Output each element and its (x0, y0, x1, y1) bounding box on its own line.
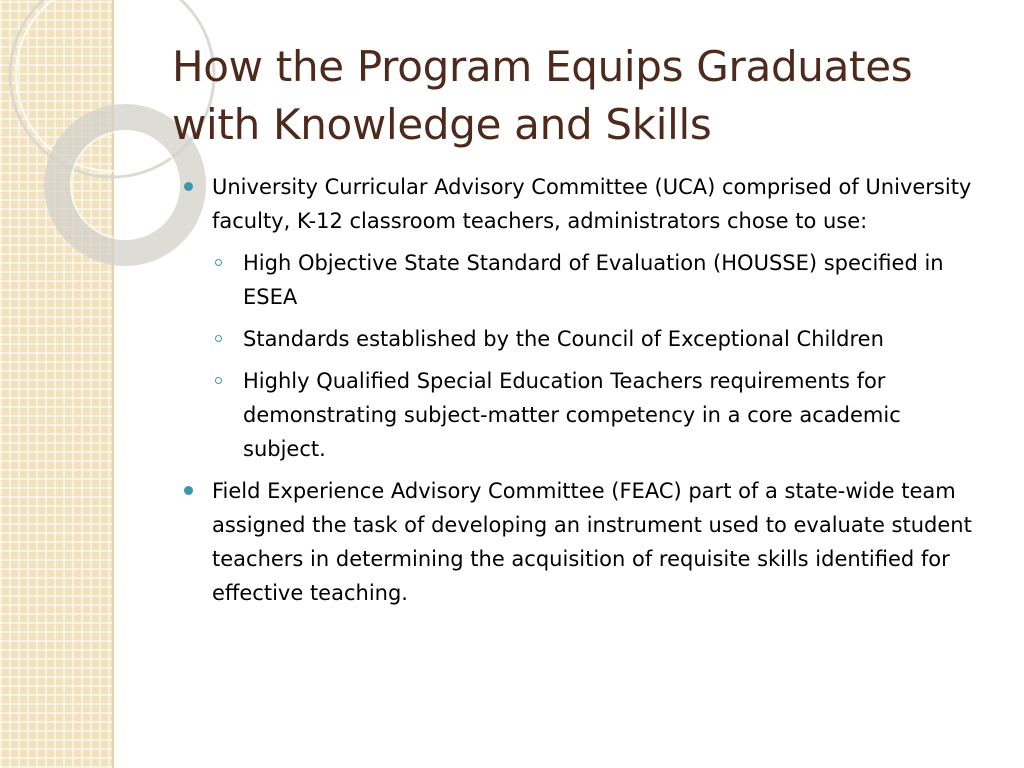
bullet-text: University Curricular Advisory Committee (UCA) comprised of University faculty, K-12 classroom teachers, administrators chose to use: (212, 175, 972, 233)
decorative-rings (0, 0, 200, 280)
sub-bullet-text: Highly Qualified Special Education Teachers requirements for demonstrating subject-matter competency in a core academic subject. (243, 369, 901, 461)
bullet-item-feac (184, 474, 984, 610)
bullet-list (184, 170, 984, 618)
sub-bullet-ring-icon (215, 377, 222, 384)
sub-bullet-item-cec (184, 322, 984, 356)
sub-bullet-ring-icon (215, 335, 222, 342)
sub-bullet-item-housse (184, 246, 984, 314)
sub-bullet-item-hqset (184, 364, 984, 466)
bullet-item-uca (184, 170, 984, 238)
sub-bullet-list (184, 246, 984, 466)
bullet-dot-icon (184, 486, 193, 495)
sub-bullet-text: Standards established by the Council of Exceptional Children (243, 327, 884, 351)
slide-title (172, 38, 1002, 154)
title-line-2: with Knowledge and Skills (172, 100, 712, 149)
sub-bullet-text: High Objective State Standard of Evaluation (HOUSSE) specified in ESEA (243, 251, 944, 309)
bullet-dot-icon (184, 182, 193, 191)
bullet-text: Field Experience Advisory Committee (FEAC) part of a state-wide team assigned the task of developing an instrument used to evaluate student teachers in determining the acquisition of requisite skills identified for effective teaching. (212, 479, 972, 605)
title-line-1: How the Program Equips Graduates (172, 42, 913, 91)
sub-bullet-ring-icon (215, 259, 222, 266)
